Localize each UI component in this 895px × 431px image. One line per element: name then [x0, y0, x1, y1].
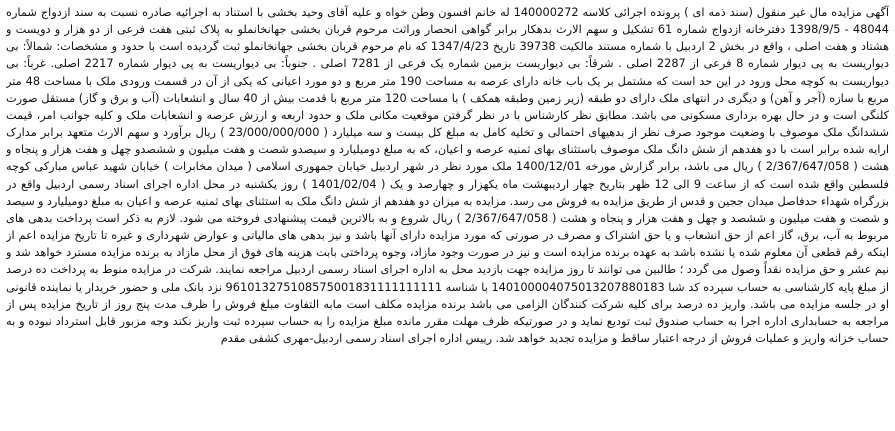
- notice-body: آگهی مزایده مال غیر منقول (سند ذمه ای ) پرونده اجرائی کلاسه 140000272 له خانم افسون وطن خواه و علیه آقای وحید بخشی با استناد به اجرائیه صادره نسبت به سند ازدواج شماره 48044 - 1398/9/5 دفترخانه ازدواج شماره 61 تشکیل و سهم الارث بدهکار برابر گواهی انحصار وراثت مرحوم قربان بخشی جهانخانملو به پلاک ثبتی هفت فرعی از دو هزار و دویست و هشتاد و هفت اصلی ، واقع در بخش 2 اردبیل با شماره مستند مالکیت 39738 تاریخ 1347/4/23 که نام مرحوم قربان بخشی جهانخانملو ثبت گردیده است با حدود و مشخصات: شمالاً: بی دیواریست به پی دیوار شماره 8 فرعی از 2287 اصلی . شرقاً: بی دیواریست بزمین شماره یک فرعی از 7281 اصلی . جنوباً: بی دیواریست به پی دیوار شماره 2217 اصلی. غرباً: بی دیواریست به کوچه محل ورود در این حد است که مشتمل بر یک باب خانه دارای عرصه به مساحت 190 متر مربع و دو مورد اعیانی که یکی از آن در قسمت ورودی ملک با مساحت 48 متر مربع با سازه (آجر و آهن) و دیگری در انتهای ملک دارای دو طبقه (زیر زمین وطبقه همکف ) با مساحت 120 متر مربع با قدمت بیش از 40 سال و انشعابات (آب و برق و گاز) مستقل صورت کلنگی است و در حال بهره برداری مسکونی می باشد. مطابق نظر کارشناس با در نظر گرفتن موقعیت مکانی ملک و حدود اربعه و ارزش عرصه و انشعابات ملک و کلیه جوانب امر، قیمت ششدانگ ملک موصوف با وضعیت موجود صرف نظر از بدهیهای احتمالی و تخلیه کامل به مبلغ کل بیست و سه میلیارد ( 23/000/000/000 ) ریال برآورد و سهم الارث متعهد برابر مدارک ارایه شده برابر است با دو هفدهم از شش دانگ ملک موصوف باستثنای بهای ثمنیه عرصه و اعیان، که به مبلغ دومیلیارد و سیصدو شصت و هفت میلیون و ششصدو چهل و هفت هزار و پنجاه و هشت ( 2/367/647/058 ) ریال می باشد، برابر گزارش مورخه 1400/12/01 ملک مورد نظر در شهر اردبیل خیابان جمهوری اسلامی ( میدان مخابرات ) خیابان شهید عباس مبارکی کوچه فلسطین واقع شده است که از ساعت 9 الی 12 ظهر بتاریخ چهار اردیبهشت ماه یکهزار و چهارصد و یک ( 1401/02/04 ) روز یکشنبه در محل اداره اجرای اسناد رسمی اردبیل واقع در بزرگراه شهداء حدفاصل میدان ججین و قدس از طریق مزایده به فروش می رسد. مزایده به میزان دو هفدهم از شش دانگ ملک به استثنای بهای ثمنیه عرصه و اعیان به مبلغ دومیلیارد و سیصد و شصت و هفت میلیون و ششصد و چهل و هفت هزار و پنجاه و هشت ( 2/367/647/058 ) ریال شروع و به بالاترین قیمت پیشنهادی فروخته می شود. لازم به ذکر است پرداخت بدهی های مربوط به آب، برق، گاز اعم از حق انشعاب و یا حق اشتراک و مصرف در صورتی که مورد مزایده دارای آنها باشد و نیز بدهی های مالیاتی و عوارض شهرداری و غیره تا تاریخ مزایده اعم از اینکه رقم قطعی آن معلوم شده یا نشده باشد به عهده برنده مزایده است و نیز در صورت وجود مازاد، وجوه پرداختی بابت هزینه های فوق از محل مازاد به برنده مزایده مسترد خواهد شد و نیم عشر و حق مزایده نقداً وصول می گردد ؛ طالبین می توانند تا روز مزایده جهت بازدید محل به اداره اجرای اسناد رسمی اردبیل مراجعه نمایند. شرکت در مزایده منوط به پرداخت ده درصد از مبلغ پایه کارشناسی به حساب سپرده کد شبا 140100004075013207880183 با شناسه 961013275108575001831111111111 نزد بانک ملی و حضور خریدار یا نماینده قانونی او در جلسه مزایده می باشد. واریز ده درصد برای کلیه شرکت کنندگان الزامی می باشد برنده مزایده مکلف است مابه التفاوت مبلغ فروش را ظرف مدت پنج روز از تاریخ مزایده پس از مراجعه به حسابداری اداره اجرا به حساب صندوق ثبت تودیع نماید و در صورتیکه ظرف مهلت مقرر مانده مبلغ مزایده را به حساب سپرده ثبت واریز نکند وجه مزبور قابل استرداد نبوده و به حساب خزانه واریز و عملیات فروش از درجه اعتبار ساقط و مزایده تجدید خواهد شد. رییس اداره اجرای اسناد رسمی اردبیل-مهری کشفی مقدم: [6, 5, 889, 345]
- auction-notice-text: [6, 4, 889, 427]
